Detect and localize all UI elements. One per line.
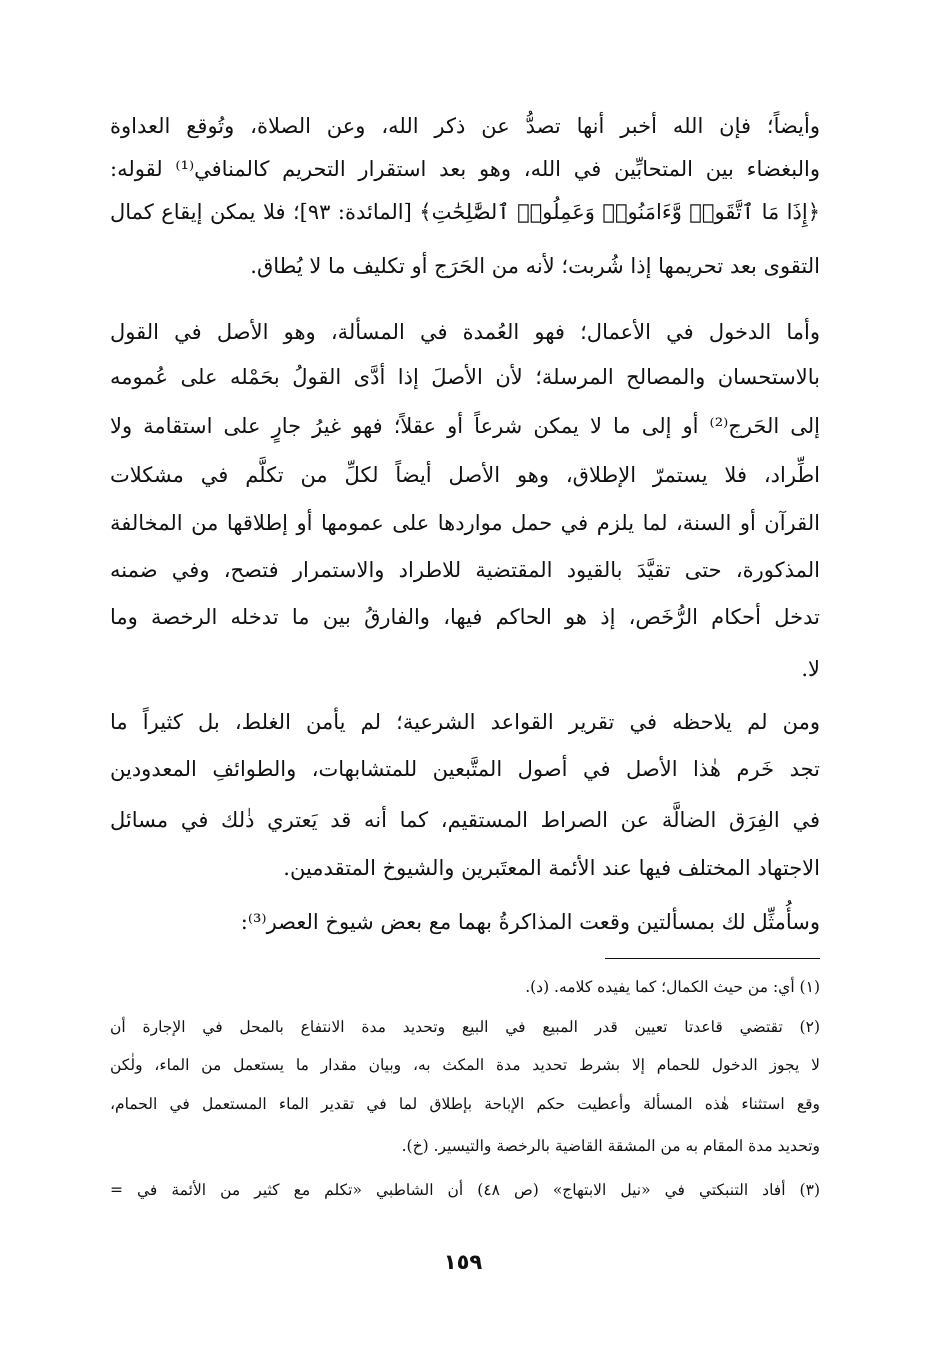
text-line: في الفِرَق الضالَّة عن الصراط المستقيم، كما أنه قد يَعتري ذٰلك في مسائل xyxy=(110,808,820,832)
footnote-2-line: وتحديد مدة المقام به من المشقة القاضية بالرخصة والتيسير. (خ). xyxy=(401,1137,820,1155)
footnote-2-line: وقع استثناء هٰذه المسألة وأعطيت حكم الإباحة بإطلاق لما في تقدير الماء المستعمل في الحمام، xyxy=(110,1095,820,1113)
text-line: والبغضاء بين المتحابِّين في الله، وهو بعد استقرار التحريم كالمنافي⁽¹⁾ لقوله: xyxy=(110,157,820,181)
text-line: ومن لم يلاحظه في تقرير القواعد الشرعية؛ لم يأمن الغلط، بل كثيراً ما xyxy=(110,710,820,734)
footnote-1: (١) أي: من حيث الكمال؛ كما يفيده كلامه. (د). xyxy=(525,978,820,996)
text-line: القرآن أو السنة، لما يلزم في حمل مواردها على عمومها أو إطلاقها من المخالفة xyxy=(110,511,820,535)
footnote-2-line: لا يجوز الدخول للحمام إلا بشرط تحديد مدة المكث به، وبيان مقدار ما يستعمل من الماء، ولٰكن xyxy=(110,1056,820,1074)
text-line: الاجتهاد المختلف فيها عند الأئمة المعتَبرين والشيوخ المتقدمين. xyxy=(283,856,820,880)
text-line: تجد خَرم هٰذا الأصل في أصول المتَّبعين للمتشابهات، والطوائفِ المعدودين xyxy=(110,757,820,781)
text-line: إلى الحَرج⁽²⁾ أو إلى ما لا يمكن شرعاً أو عقلاً؛ فهو غيرُ جارٍ على استقامة ولا xyxy=(110,414,820,438)
text-line: اطِّراد، فلا يستمرّ الإطلاق، وهو الأصل أيضاً لكلِّ من تكلَّم في مشكلات xyxy=(110,463,820,487)
footnote-3: (٣) أفاد التنبكتي في «نيل الابتهاج» (ص ٤٨) أن الشاطبي «تكلم مع كثير من الأئمة في = xyxy=(110,1181,820,1199)
text-line: المذكورة، حتى تقيَّدَ بالقيود المقتضية للاطراد والاستمرار فتصح، وفي ضمنه xyxy=(110,558,820,582)
text-line: وأيضاً؛ فإن الله أخبر أنها تصدُّ عن ذكر الله، وعن الصلاة، وتُوقع العداوة xyxy=(110,114,820,138)
text-line: لا. xyxy=(801,657,820,681)
text-line: تدخل أحكام الرُّخَص، إذ هو الحاكم فيها، والفارقُ بين ما تدخله الرخصة وما xyxy=(110,605,820,629)
footnote-2-line: (٢) تقتضي قاعدتا تعيين قدر المبيع في البيع وتحديد مدة الانتفاع بالمحل في الإجارة أن xyxy=(110,1018,820,1036)
text-line: التقوى بعد تحريمها إذا شُربت؛ لأنه من الحَرَج أو تكليف ما لا يُطاق. xyxy=(250,254,820,278)
text-line: بالاستحسان والمصالح المرسلة؛ لأن الأصلَ إذا أدَّى القولُ بحَمْله على عُمومه xyxy=(110,365,820,389)
footnote-separator xyxy=(605,958,820,959)
page-number: ١٥٩ xyxy=(443,1250,483,1274)
text-line: وأما الدخول في الأعمال؛ فهو العُمدة في المسألة، وهو الأصل في القول xyxy=(110,320,820,344)
text-line: وسأُمثِّل لك بمسألتين وقعت المذاكرةُ بهما مع بعض شيوخ العصر⁽³⁾: xyxy=(240,910,820,934)
quran-verse-line: ﴿إِذَا مَا ٱتَّقَوا۟ وَّءَامَنُوا۟ وَعَمِلُوا۟ ٱلصَّٰلِحَٰتِ﴾ [المائدة: ٩٣]؛ فلا يمكن إيقاع كمال xyxy=(110,200,821,224)
